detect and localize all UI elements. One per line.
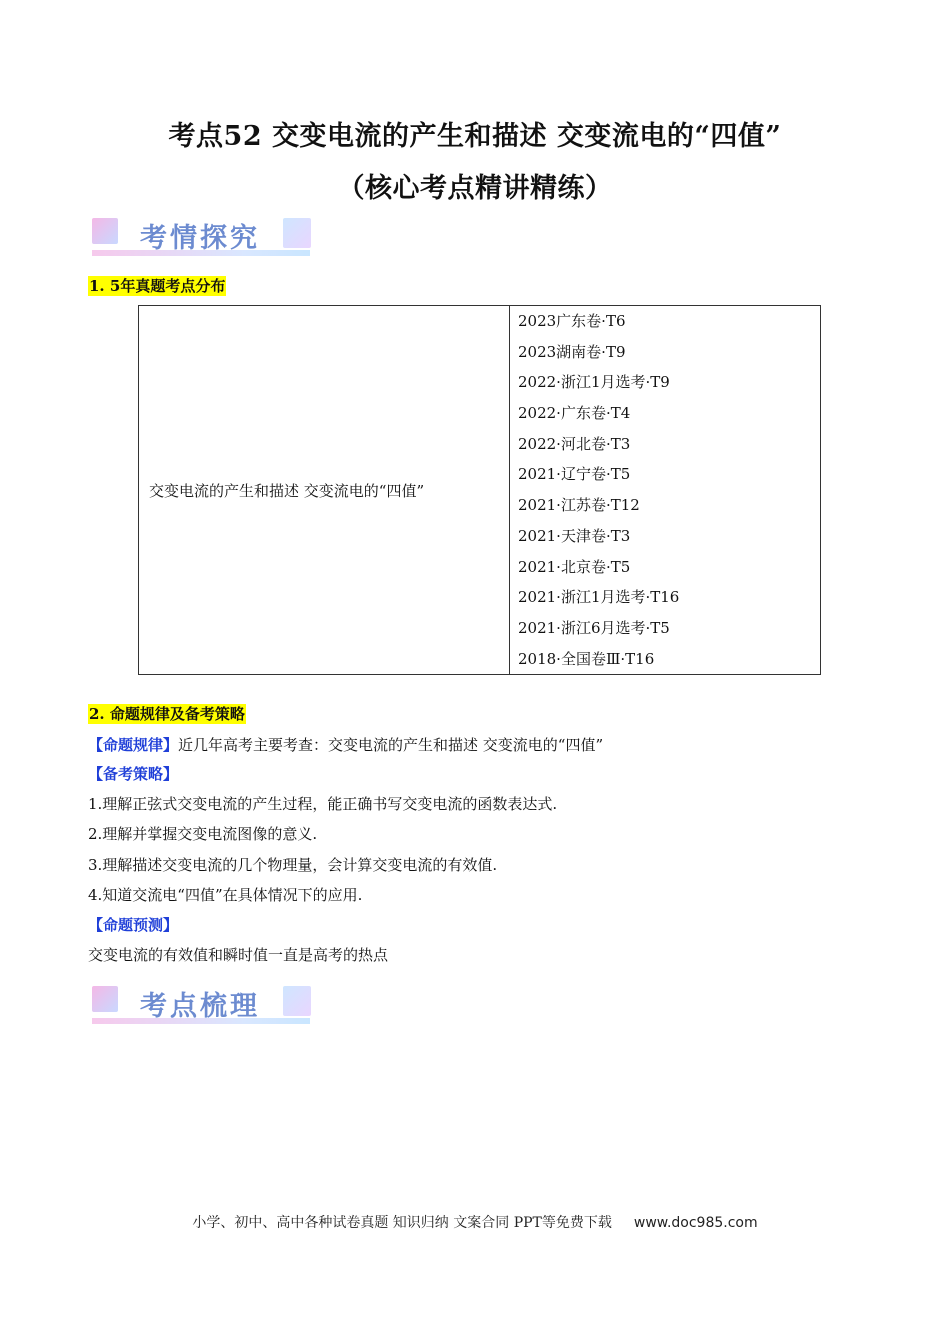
strategy-label-line	[88, 764, 178, 784]
section-banner-exam-analysis	[88, 214, 313, 258]
rule-label: 【命题规律】	[88, 736, 179, 754]
list-item: 2022·河北卷·T3	[518, 434, 631, 453]
table-row	[139, 306, 821, 675]
footer-site-link[interactable]: www.doc985.com	[633, 1215, 758, 1231]
banner-label: 考点梳理	[140, 991, 260, 1022]
page-footer	[0, 1212, 950, 1232]
exam-list-cell	[510, 306, 821, 675]
footer-text: 小学、初中、高中各种试卷真题 知识归纳 文案合同 PPT等免费下载	[192, 1215, 612, 1231]
page-subtitle: （核心考点精讲精练）	[337, 173, 613, 204]
list-item: 2021·江苏卷·T12	[518, 496, 640, 515]
exam-distribution-table	[138, 305, 821, 675]
banner-label: 考情探究	[140, 223, 260, 254]
list-item: 2021·北京卷·T5	[518, 557, 631, 576]
banner-decor-square-icon	[92, 218, 118, 244]
section-heading-distribution: 1. 5年真题考点分布	[89, 277, 226, 295]
banner-decor-square-icon	[283, 218, 311, 248]
list-item: 2021·浙江6月选考·T5	[518, 618, 670, 637]
rule-text: 近几年高考主要考查：交变电流的产生和描述 交变流电的“四值”	[178, 736, 604, 754]
strategy-item: 3.理解描述交变电流的几个物理量，会计算交变电流的有效值.	[88, 856, 498, 874]
rule-paragraph	[88, 735, 603, 755]
section-banner-key-points	[88, 982, 313, 1026]
strategy-item: 1.理解正弦式交变电流的产生过程，能正确书写交变电流的函数表达式.	[88, 795, 558, 813]
list-item: 2023湖南卷·T9	[518, 342, 626, 361]
list-item: 2021·浙江1月选考·T16	[518, 588, 680, 607]
strategy-label: 【备考策略】	[88, 765, 179, 783]
page-title: 考点52 交变电流的产生和描述 交变流电的“四值”	[168, 121, 782, 152]
list-item: 2021·辽宁卷·T5	[518, 465, 631, 484]
banner-decor-square-icon	[92, 986, 118, 1012]
banner-decor-square-icon	[283, 986, 311, 1016]
list-item: 2022·广东卷·T4	[518, 404, 631, 423]
list-item: 2022·浙江1月选考·T9	[518, 373, 670, 392]
predict-label: 【命题预测】	[88, 916, 179, 934]
topic-cell: 交变电流的产生和描述 交变流电的“四值”	[139, 306, 510, 675]
predict-text: 交变电流的有效值和瞬时值一直是高考的热点	[88, 946, 389, 964]
strategy-item: 2.理解并掌握交变电流图像的意义.	[88, 825, 318, 843]
strategy-item: 4.知道交流电“四值”在具体情况下的应用.	[88, 886, 363, 904]
list-item: 2021·天津卷·T3	[518, 526, 631, 545]
list-item: 2023广东卷·T6	[518, 312, 626, 330]
list-item: 2018·全国卷Ⅲ·T16	[518, 649, 655, 668]
predict-label-line	[88, 915, 178, 935]
section-heading-strategy: 2. 命题规律及备考策略	[89, 705, 245, 723]
